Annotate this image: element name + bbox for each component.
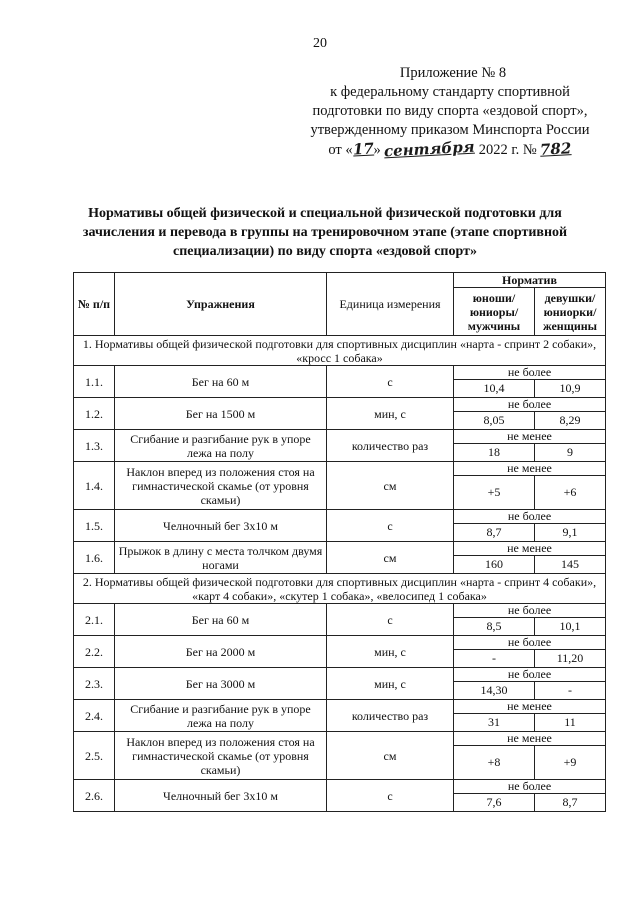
table-row: [74, 542, 606, 556]
male-value: 8,7: [454, 524, 535, 542]
exercise-name: Наклон вперед из положения стоя на гимнастической скамье (от уровня скамьи): [115, 732, 327, 780]
norm-condition: не менее: [454, 700, 606, 714]
unit-cell: мин, с: [327, 398, 454, 430]
section-row: [74, 574, 606, 604]
exercise-name: Сгибание и разгибание рук в упоре лежа на полу: [115, 430, 327, 462]
page-number: 20: [313, 36, 327, 51]
header-norm: Норматив: [454, 273, 606, 288]
female-value: 10,9: [535, 380, 606, 398]
exercise-name: Бег на 3000 м: [115, 668, 327, 700]
female-value: 145: [535, 556, 606, 574]
table-row: [74, 510, 606, 524]
table-row: [74, 366, 606, 380]
section-title: 2. Нормативы общей физической подготовки для спортивных дисциплин «нарта - спринт 4 собаки», «карт 4 собаки», «скутер 1 собака», «велосипед 1 собака»: [74, 574, 606, 604]
handwritten-day: 17: [352, 139, 374, 159]
female-value: 11: [535, 714, 606, 732]
year-text: 2022 г. №: [478, 142, 537, 158]
exercise-name: Челночный бег 3х10 м: [115, 510, 327, 542]
row-number: 2.2.: [74, 636, 115, 668]
norm-condition: не менее: [454, 462, 606, 476]
female-value: 8,29: [535, 412, 606, 430]
norm-condition: не менее: [454, 732, 606, 746]
row-number: 1.4.: [74, 462, 115, 510]
table-row: [74, 668, 606, 682]
exercise-name: Бег на 60 м: [115, 366, 327, 398]
table-row: [74, 780, 606, 794]
female-value: 10,1: [535, 618, 606, 636]
exercise-name: Бег на 60 м: [115, 604, 327, 636]
document-heading: Нормативы общей физической и специальной физической подготовки для зачисления и перевода в группы на тренировочном этапе (этапе спортивной специализации) по виду спорта «ездовой спорт»: [82, 206, 568, 259]
appendix-block: [290, 64, 610, 160]
table-row: [74, 732, 606, 746]
row-number: 2.4.: [74, 700, 115, 732]
exercise-name: Бег на 2000 м: [115, 636, 327, 668]
row-number: 2.3.: [74, 668, 115, 700]
exercise-name: Наклон вперед из положения стоя на гимнастической скамье (от уровня скамьи): [115, 462, 327, 510]
table-row: [74, 604, 606, 618]
unit-cell: количество раз: [327, 430, 454, 462]
date-prefix: от «: [328, 142, 353, 158]
date-mid: »: [373, 142, 381, 158]
order-date-line: [290, 137, 610, 161]
table-row: [74, 700, 606, 714]
norm-condition: не более: [454, 398, 606, 412]
row-number: 1.3.: [74, 430, 115, 462]
male-value: 8,5: [454, 618, 535, 636]
row-number: 1.5.: [74, 510, 115, 542]
female-value: 8,7: [535, 794, 606, 812]
female-value: 11,20: [535, 650, 606, 668]
norm-condition: не более: [454, 604, 606, 618]
header-exercise: Упражнения: [115, 273, 327, 336]
table-row: [74, 462, 606, 476]
norms-table: [73, 272, 606, 812]
norm-condition: не более: [454, 780, 606, 794]
row-number: 2.1.: [74, 604, 115, 636]
female-value: -: [535, 682, 606, 700]
unit-cell: с: [327, 510, 454, 542]
male-value: -: [454, 650, 535, 668]
male-value: 10,4: [454, 380, 535, 398]
female-value: 9,1: [535, 524, 606, 542]
section-title: 1. Нормативы общей физической подготовки для спортивных дисциплин «нарта - спринт 2 собаки», «кросс 1 собака»: [74, 336, 606, 366]
norm-condition: не менее: [454, 542, 606, 556]
row-number: 1.2.: [74, 398, 115, 430]
norm-condition: не менее: [454, 430, 606, 444]
norm-condition: не более: [454, 510, 606, 524]
unit-cell: с: [327, 604, 454, 636]
female-value: +9: [535, 746, 606, 780]
unit-cell: см: [327, 542, 454, 574]
header-unit: Единица измерения: [327, 273, 454, 336]
male-value: 31: [454, 714, 535, 732]
female-value: 9: [535, 444, 606, 462]
handwritten-month: сентября: [383, 137, 476, 161]
appendix-line: подготовки по виду спорта «ездовой спорт»,: [312, 103, 588, 119]
norm-condition: не более: [454, 668, 606, 682]
female-value: +6: [535, 476, 606, 510]
row-number: 1.1.: [74, 366, 115, 398]
exercise-name: Бег на 1500 м: [115, 398, 327, 430]
male-value: 8,05: [454, 412, 535, 430]
exercise-name: Челночный бег 3х10 м: [115, 780, 327, 812]
exercise-name: Сгибание и разгибание рук в упоре лежа на полу: [115, 700, 327, 732]
norm-condition: не более: [454, 366, 606, 380]
unit-cell: мин, с: [327, 636, 454, 668]
appendix-title: Приложение № 8: [399, 65, 507, 81]
header-num: № п/п: [74, 273, 115, 336]
male-value: 18: [454, 444, 535, 462]
unit-cell: см: [327, 462, 454, 510]
table-row: [74, 636, 606, 650]
row-number: 1.6.: [74, 542, 115, 574]
unit-cell: количество раз: [327, 700, 454, 732]
header-male: юноши/ юниоры/ мужчины: [454, 288, 535, 336]
row-number: 2.6.: [74, 780, 115, 812]
unit-cell: с: [327, 366, 454, 398]
norm-condition: не более: [454, 636, 606, 650]
exercise-name: Прыжок в длину с места толчком двумя ногами: [115, 542, 327, 574]
male-value: 160: [454, 556, 535, 574]
appendix-line: к федеральному стандарту спортивной: [330, 84, 570, 100]
row-number: 2.5.: [74, 732, 115, 780]
male-value: +8: [454, 746, 535, 780]
male-value: 7,6: [454, 794, 535, 812]
table-body: [74, 336, 606, 812]
header-female: девушки/ юниорки/ женщины: [535, 288, 606, 336]
handwritten-number: 782: [539, 139, 573, 159]
unit-cell: см: [327, 732, 454, 780]
table-row: [74, 398, 606, 412]
unit-cell: мин, с: [327, 668, 454, 700]
male-value: 14,30: [454, 682, 535, 700]
section-row: [74, 336, 606, 366]
male-value: +5: [454, 476, 535, 510]
unit-cell: с: [327, 780, 454, 812]
table-row: [74, 430, 606, 444]
appendix-line: утвержденному приказом Минспорта России: [310, 122, 590, 138]
